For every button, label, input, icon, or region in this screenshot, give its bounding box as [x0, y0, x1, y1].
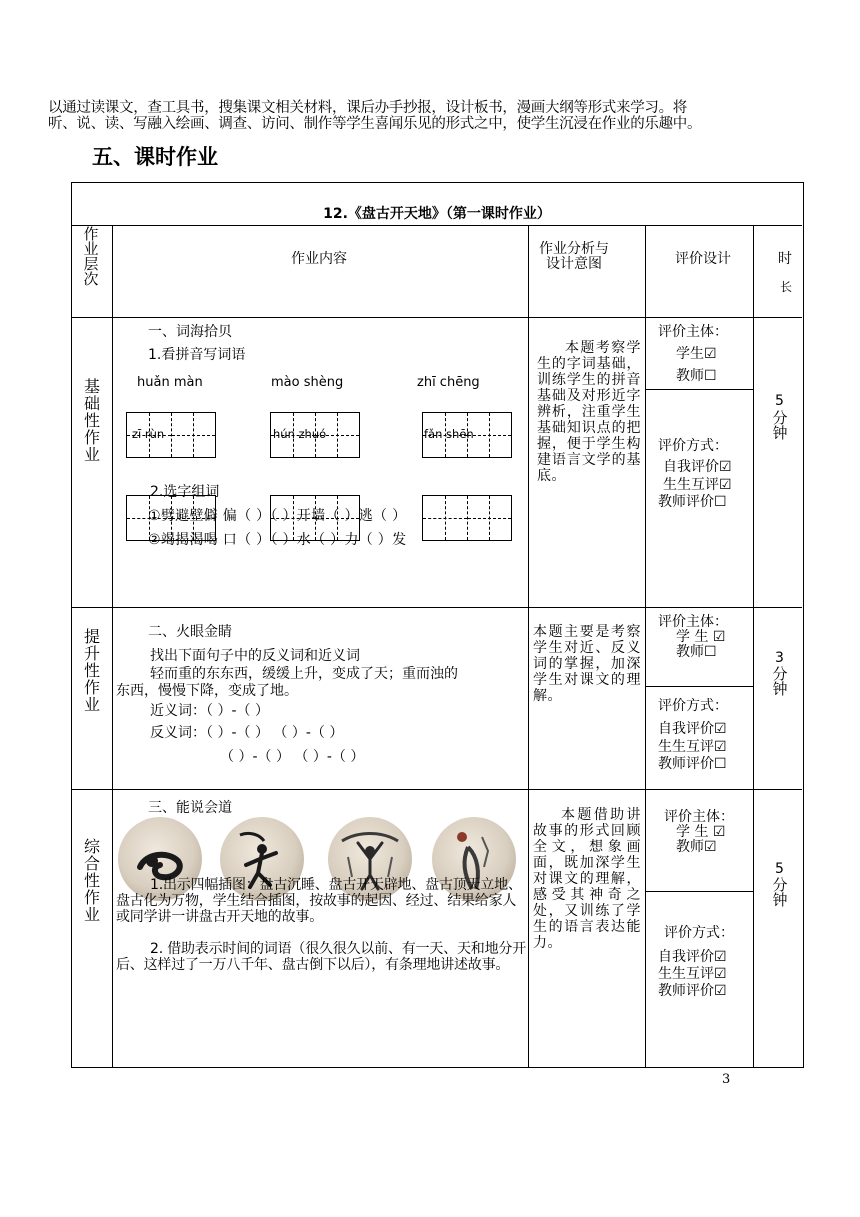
row2-eval-method-3: 教师评价☐: [658, 756, 727, 772]
grid-pinyin-overlay: fǎn shēn: [424, 427, 474, 441]
row2-eval-subject-2: 教师☐: [676, 644, 717, 660]
pinyin-3: zhī chēng: [417, 375, 480, 390]
row1-line-b: ②竭揭渴喝 口（ ）（ ）水（ ）力（ ）发: [148, 532, 407, 548]
row2-eval-subject-label: 评价主体：: [658, 614, 728, 630]
row2-section-title: 二、火眼金睛: [148, 624, 232, 640]
row3-eval-method-1: 自我评价☑: [658, 949, 727, 965]
row1-eval-subject-label: 评价主体：: [658, 324, 728, 340]
row1-eval-subject-1: 学生☑: [676, 346, 717, 362]
row2-synonyms: 近义词：（ ）-（ ）: [150, 703, 269, 719]
table-rule: [72, 789, 802, 790]
table-rule: [646, 389, 753, 390]
row3-task2: 2. 借助表示时间的词语（很久很久以前、有一天、天和地分开后、这样过了一万八千年、盘古倒下以后），有条理地讲述故事。: [116, 941, 527, 973]
row3-eval-method-2: 生生互评☑: [658, 966, 727, 982]
row1-eval-method-3: 教师评价☐: [658, 494, 727, 510]
section-heading: 五、课时作业: [92, 145, 218, 169]
row2-eval-method-label: 评价方式：: [658, 698, 728, 714]
table-rule: [646, 686, 753, 687]
header-analysis-2: 设计意图: [546, 256, 602, 272]
row1-time-num: 5: [775, 393, 784, 409]
row3-eval-subject-label: 评价主体：: [664, 809, 734, 825]
row1-level: 基础性作业: [83, 377, 100, 464]
row2-antonyms: 反义词：（ ）-（ ） （ ）-（ ）: [150, 725, 344, 741]
pinyin-1: huǎn màn: [137, 375, 203, 390]
row1-analysis: 本题考察学生的字词基础，训练学生的拼音基础及对形近字辨析，注重学生基础知识点的把握，便于学生构建语言文学的基底。: [537, 340, 641, 484]
row1-eval-method-2: 生生互评☑: [663, 477, 732, 493]
row2-sentence-2: 东西，慢慢下降，变成了地。: [116, 683, 298, 699]
row2-task: 找出下面句子中的反义词和近义词: [150, 648, 360, 664]
table-rule: [528, 225, 529, 1067]
row1-eval-method-label: 评价方式：: [658, 438, 728, 454]
row2-eval-method-1: 自我评价☑: [658, 721, 727, 737]
header-time-1: 时: [778, 251, 792, 267]
grid-pinyin-overlay: zī rùn: [132, 427, 165, 441]
grid-pinyin-overlay: hún zhuó: [273, 427, 327, 441]
row3-time-num: 5: [775, 861, 784, 877]
row1-section-title: 一、词海拾贝: [148, 324, 232, 340]
header-time-2: 长: [780, 280, 793, 294]
row2-eval-method-2: 生生互评☑: [658, 739, 727, 755]
intro-line-2: 听、说、读、写融入绘画、调查、访问、制作等学生喜闻乐见的形式之中，使学生沉浸在作业的乐趣中。: [48, 116, 702, 132]
table-title: 12.《盘古开天地》（第一课时作业）: [323, 206, 551, 222]
table-rule: [72, 317, 802, 318]
header-content: 作业内容: [291, 251, 347, 267]
row1-task1: 1.看拼音写词语: [148, 347, 246, 363]
row2-analysis: 本题主要是考察学生对近、反义词的掌握，加深学生对课文的理解。: [533, 624, 641, 704]
table-rule: [72, 225, 802, 226]
header-evaluation: 评价设计: [675, 251, 731, 267]
header-level: 作业层次: [83, 225, 99, 288]
row1-eval-method-1: 自我评价☑: [663, 459, 732, 475]
row3-eval-subject-1: 学 生 ☑: [676, 824, 726, 840]
row1-time-unit: 分钟: [772, 409, 788, 442]
table-rule: [646, 891, 753, 892]
row3-eval-method-label: 评价方式：: [664, 925, 734, 941]
pinyin-2: mào shèng: [271, 375, 344, 390]
row3-section-title: 三、能说会道: [148, 800, 232, 816]
row3-analysis: 本题借助讲故事的形式回顾全文，想象画面，既加深学生对课文的理解，感受其神奇之处，又训练了学生的语言表达能力。: [533, 807, 641, 951]
row1-task2: 2.选字组词: [150, 484, 220, 500]
row2-eval-subject-1: 学 生 ☑: [676, 629, 726, 645]
row2-time-unit: 分钟: [772, 665, 788, 698]
homework-table: [71, 182, 804, 1068]
table-rule: [645, 225, 646, 1067]
page-number: 3: [722, 1072, 731, 1087]
table-rule: [112, 225, 113, 1067]
intro-paragraph: [48, 100, 818, 132]
row2-time-num: 3: [775, 650, 784, 666]
row2-sentence-1: 轻而重的东东西，缓缓上升，变成了天；重而浊的: [150, 666, 458, 682]
row2-level: 提升性作业: [83, 627, 100, 714]
row1-line-a: ①劈避壁僻 偏（ ）（ ）开墙（ ）逃（ ）: [148, 508, 407, 524]
header-analysis-1: 作业分析与: [539, 241, 609, 257]
row3-eval-subject-2: 教师☑: [676, 839, 717, 855]
row2-antonyms-2: （ ）-（ ） （ ）-（ ）: [220, 749, 365, 765]
row3-eval-method-3: 教师评价☑: [658, 983, 727, 999]
row3-time-unit: 分钟: [772, 876, 788, 909]
row3-level: 综合性作业: [83, 837, 100, 924]
table-rule: [753, 225, 754, 1067]
table-rule: [72, 607, 802, 608]
row3-task1: 1.出示四幅插图：盘古沉睡、盘古开天辟地、盘古顶天立地、盘古化为万物，学生结合插图，按故事的起因、经过、结果给家人或同学讲一讲盘古开天地的故事。: [116, 877, 522, 925]
intro-line-1: 以通过读课文，查工具书，搜集课文相关材料，课后办手抄报，设计板书，漫画大纲等形式来学习。将: [48, 100, 687, 116]
row1-eval-subject-2: 教师☐: [676, 368, 717, 384]
writing-grid[interactable]: [422, 495, 512, 541]
